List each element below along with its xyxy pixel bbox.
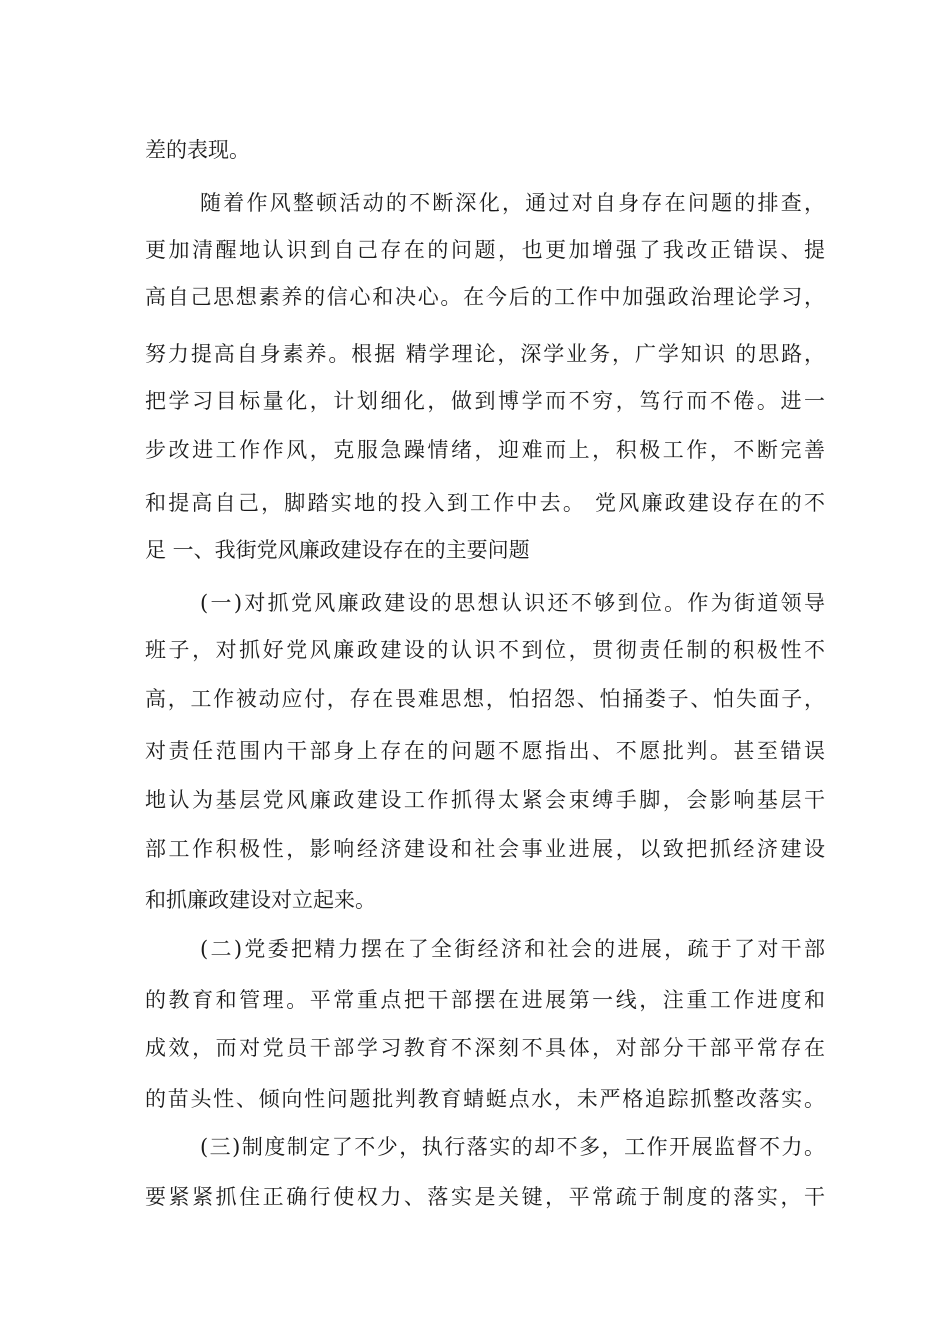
text-line: (一)对抓党风廉政建设的思想认识还不够到位。作为街道领导: [200, 591, 825, 615]
text-line: 高自己思想素养的信心和决心。在今后的工作中加强政治理论学习，: [145, 285, 825, 309]
text-line: 步改进工作作风，克服急躁情绪，迎难而上，积极工作，不断完善: [145, 438, 825, 462]
text-line: (二)党委把精力摆在了全街经济和社会的进展，疏于了对干部: [200, 937, 825, 961]
text-line: 地认为基层党风廉政建设工作抓得太紧会束缚手脚，会影响基层干: [145, 788, 825, 812]
text-line: 部工作积极性，影响经济建设和社会事业进展，以致把抓经济建设: [145, 837, 825, 861]
text-line: 差的表现。: [145, 138, 250, 162]
text-line: 随着作风整顿活动的不断深化，通过对自身存在问题的排查，: [200, 191, 825, 215]
text-line: 把学习目标量化，计划细化，做到博学而不穷，笃行而不倦。进一: [145, 389, 825, 413]
text-line: 对责任范围内干部身上存在的问题不愿指出、不愿批判。甚至错误: [145, 739, 825, 763]
text-line: 班子，对抓好党风廉政建设的认识不到位，贯彻责任制的积极性不: [145, 638, 825, 662]
text-line: 和抓廉政建设对立起来。: [145, 888, 376, 912]
section-heading: 足 一、我街党风廉政建设存在的主要问题: [145, 538, 530, 562]
text-line: 成效，而对党员干部学习教育不深刻不具体，对部分干部平常存在: [145, 1036, 825, 1060]
text-line: 的苗头性、倾向性问题批判教育蜻蜓点水，未严格追踪抓整改落实。: [145, 1087, 825, 1111]
text-line: 和提高自己，脚踏实地的投入到工作中去。 党风廉政建设存在的不: [145, 491, 825, 515]
text-line: 的教育和管理。平常重点把干部摆在进展第一线，注重工作进度和: [145, 988, 825, 1012]
text-line: 要紧紧抓住正确行使权力、落实是关键，平常疏于制度的落实，干: [145, 1185, 825, 1209]
text-line: 更加清醒地认识到自己存在的问题，也更加增强了我改正错误、提: [145, 238, 825, 262]
text-line: 努力提高自身素养。根据 精学理论，深学业务，广学知识 的思路，: [145, 342, 825, 366]
text-line: (三)制度制定了不少，执行落实的却不多，工作开展监督不力。: [200, 1135, 825, 1159]
text-line: 高，工作被动应付，存在畏难思想，怕招怨、怕捅娄子、怕失面子，: [145, 687, 825, 711]
